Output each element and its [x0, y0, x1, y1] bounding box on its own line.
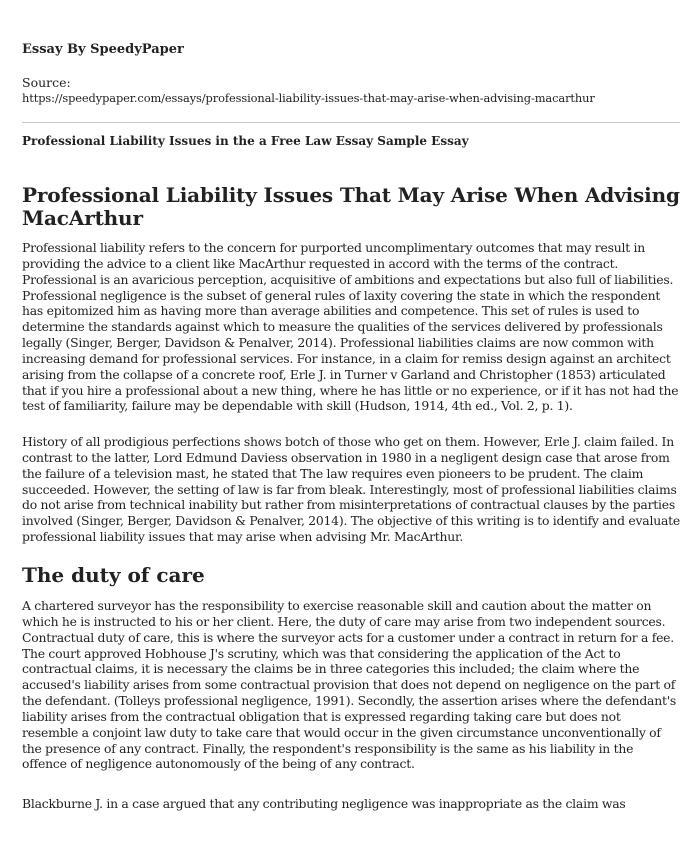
brand-title: Essay By SpeedyPaper [22, 42, 184, 57]
source-label: Source: [22, 75, 71, 90]
source-url-link[interactable]: https://speedypaper.com/essays/professional-liability-issues-that-may-arise-when-advising-macarthur [22, 91, 595, 105]
essay-category-label: Professional Liability Issues in the a Free Law Essay Sample Essay [22, 134, 469, 148]
body-paragraph: Professional liability refers to the concern for purported uncomplimentary outcomes that may result in providing the advice to a client like MacArthur requested in accord with the terms of the contract. Professional is an avaricious perception, acquisitive of ambitions and expectations but also full of liabilities. Professional negligence is the subset of general rules of laxity covering the state in which the respondent has epitomized him as having more than average abilities and competence. This set of rules is used to determine the standards against which to measure the qualities of the services delivered by professionals legally (Singer, Berger, Davidson & Penalver, 2014). Professional liabilities claims are now common with increasing demand for professional services. For instance, in a claim for remiss design against an architect arising from the collapse of a concrete roof, Erle J. in Turner v Garland and Christopher (1853) articulated that if you hire a professional about a new thing, where he has little or no experience, or if it has not had the test of familiarity, failure may be dependable with skill (Hudson, 1914, 4th ed., Vol. 2, p. 1). [22, 240, 679, 414]
body-paragraph: Blackburne J. in a case argued that any contributing negligence was inappropriate as the claim was [22, 796, 626, 811]
body-paragraph: History of all prodigious perfections shows botch of those who get on them. However, Erle J. claim failed. In contrast to the latter, Lord Edmund Daviess observation in 1980 in a negligent design case that arose from the failure of a television mast, he stated that The law requires even pioneers to be prudent. The claim succeeded. However, the setting of law is far from bleak. Interestingly, most of professional liabilities claims do not arise from technical inability but rather from misinterpretations of contractual clauses by the parties involved (Singer, Berger, Davidson & Penalver, 2014). The objective of this writing is to identify and evaluate professional liability issues that may arise when advising Mr. MacArthur. [22, 434, 680, 545]
header-divider [22, 122, 680, 123]
page-title: Professional Liability Issues That May Arise When Advising MacArthur [22, 183, 680, 230]
body-paragraph: A chartered surveyor has the responsibility to exercise reasonable skill and caution about the matter on which he is instructed to his or her client. Here, the duty of care may arise from two independent sources. Contractual duty of care, this is where the surveyor acts for a customer under a contract in return for a fee. The court approved Hobhouse J's scrutiny, which was that considering the application of the Act to contractual claims, it is necessary the claims be in three categories this included; the claim where the accused's liability arises from some contractual provision that does not depend on negligence on the part of the defendant. (Tolleys professional negligence, 1991). Secondly, the assertion arises where the defendant's liability arises from the contractual obligation that is expressed regarding taking care but does not resemble a conjoint law duty to take care that would occur in the given circumstance unconventionally of the presence of any contract. Finally, the respondent's responsibility is the same as his liability in the offence of negligence autonomously of the being of any contract. [22, 598, 677, 772]
section-heading: The duty of care [22, 563, 205, 587]
